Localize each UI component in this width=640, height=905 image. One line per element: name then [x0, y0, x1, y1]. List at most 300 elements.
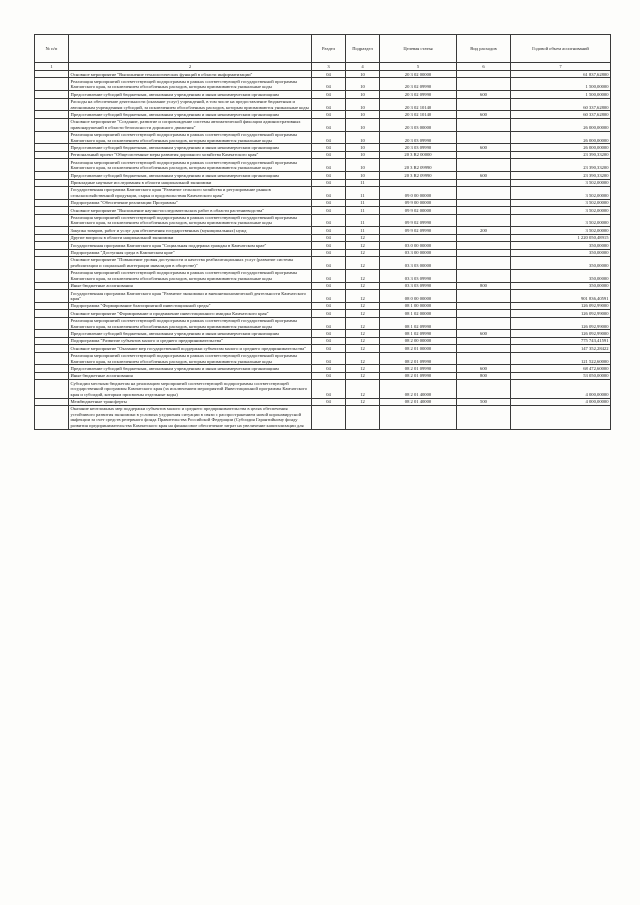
row-expense-type-cell [457, 269, 511, 282]
row-name-cell: Реализация мероприятий соответствующей подпрограммы в рамках соответствующей государственной программы Камчатского края, за исключением обособленных расходов, которым присваиваются уникальные коды [69, 317, 312, 330]
row-section-cell: 04 [312, 118, 346, 131]
row-amount-cell: 350,00000 [511, 282, 611, 289]
row-name-cell: Подпрограмма "Формирование благоприятной инвестиционной среды" [69, 302, 312, 309]
table-row [35, 352, 611, 365]
row-amount-cell: 53 050,00000 [511, 372, 611, 379]
row-subsection-cell: 11 [346, 207, 380, 214]
row-expense-type-cell: 800 [457, 282, 511, 289]
row-expense-type-cell [457, 71, 511, 78]
row-expense-type-cell [457, 186, 511, 199]
column-number: 6 [457, 63, 511, 71]
table-row [35, 199, 611, 206]
table-row [35, 78, 611, 91]
row-subsection-cell: 11 [346, 199, 380, 206]
row-name-cell: Закупка товаров, работ и услуг для обеспечения государственных (муниципальных) нужд [69, 227, 312, 234]
row-section-cell: 04 [312, 186, 346, 199]
row-number-cell [35, 242, 69, 249]
row-amount-cell: 4 000,00000 [511, 380, 611, 398]
row-expense-type-cell [457, 249, 511, 256]
table-row [35, 269, 611, 282]
row-amount-cell: 61 837,62800 [511, 71, 611, 78]
table-row [35, 144, 611, 151]
row-amount-cell: 3 502,00000 [511, 214, 611, 227]
row-section-cell: 04 [312, 302, 346, 309]
row-number-cell [35, 234, 69, 241]
row-amount-cell: 350,00000 [511, 249, 611, 256]
table-row [35, 398, 611, 405]
table-body [35, 71, 611, 430]
table-row [35, 214, 611, 227]
row-target-article-cell: 20 3 03 09990 [380, 144, 457, 151]
column-number: 5 [380, 63, 457, 71]
row-target-article-cell: 20 3 R2 09990 [380, 159, 457, 172]
row-target-article-cell: 08 1 02 09990 [380, 330, 457, 337]
row-target-article-cell: 08 1 00 00000 [380, 302, 457, 309]
row-subsection-cell: 12 [346, 337, 380, 344]
row-number-cell [35, 186, 69, 199]
row-expense-type-cell: 600 [457, 144, 511, 151]
row-name-cell: Основное мероприятие "Выполнение научно-исследовательских работ в области растениеводства" [69, 207, 312, 214]
header-name [69, 35, 312, 63]
row-number-cell [35, 172, 69, 179]
column-number-row [35, 63, 611, 71]
row-number-cell [35, 249, 69, 256]
row-amount-cell: 147 352,28422 [511, 345, 611, 352]
row-section-cell: 04 [312, 352, 346, 365]
row-amount-cell: 60 337,62800 [511, 111, 611, 118]
row-section-cell: 04 [312, 111, 346, 118]
row-section-cell: 04 [312, 242, 346, 249]
row-section-cell: 04 [312, 337, 346, 344]
row-amount-cell: 121 522,60000 [511, 352, 611, 365]
row-target-article-cell: 09 0 00 00000 [380, 186, 457, 199]
table-row [35, 186, 611, 199]
table-row [35, 242, 611, 249]
row-subsection-cell: 12 [346, 269, 380, 282]
row-amount-cell: 3 502,00000 [511, 207, 611, 214]
row-target-article-cell: 08 2 01 09990 [380, 352, 457, 365]
row-expense-type-cell [457, 352, 511, 365]
row-subsection-cell: 12 [346, 380, 380, 398]
row-name-cell: Иные бюджетные ассигнования [69, 282, 312, 289]
row-name-cell: Основное мероприятие "Повышение уровня доступности и качества реабилитационных услуг (развитие системы реабилитации и социальной интеграции инвалидов в обществе)" [69, 256, 312, 269]
row-target-article-cell: 20 3 02 10140 [380, 111, 457, 118]
row-number-cell [35, 380, 69, 398]
row-subsection-cell: 12 [346, 290, 380, 303]
row-amount-cell: 126 092,99000 [511, 330, 611, 337]
header-number: № п/п [35, 35, 69, 63]
table-row [35, 330, 611, 337]
row-amount-cell: 1 500,00000 [511, 78, 611, 91]
table-row [35, 71, 611, 78]
row-target-article-cell: 08 2 01 09990 [380, 372, 457, 379]
row-subsection-cell: 11 [346, 227, 380, 234]
row-name-cell: Предоставление субсидий бюджетным, автономным учреждениям и иным некоммерческим организациям [69, 172, 312, 179]
row-number-cell [35, 78, 69, 91]
row-expense-type-cell [457, 214, 511, 227]
row-target-article-cell: 20 3 02 09990 [380, 78, 457, 91]
row-section-cell: 04 [312, 131, 346, 144]
row-subsection-cell: 11 [346, 214, 380, 227]
row-expense-type-cell [457, 159, 511, 172]
row-name-cell: Подпрограмма "Доступная среда в Камчатском крае" [69, 249, 312, 256]
row-name-cell: Государственная программа Камчатского края "Развитие экономики и внешнеэкономической деятельности Камчатского края" [69, 290, 312, 303]
row-name-cell: Подпрограмма "Обеспечение реализации Программы" [69, 199, 312, 206]
row-target-article-cell: 09 9 00 00000 [380, 199, 457, 206]
table-row [35, 131, 611, 144]
table-row [35, 310, 611, 317]
row-subsection-cell: 12 [346, 256, 380, 269]
row-name-cell: Предоставление субсидий бюджетным, автономным учреждениям и иным некоммерческим организациям [69, 330, 312, 337]
row-name-cell: Реализация мероприятий соответствующей подпрограммы в рамках соответствующей государственной программы Камчатского края, за исключением обособленных расходов, которым присваиваются уникальные коды [69, 78, 312, 91]
row-section-cell: 04 [312, 365, 346, 372]
row-name-cell: Предоставление субсидий бюджетным, автономным учреждениям и иным некоммерческим организациям [69, 365, 312, 372]
row-section-cell: 04 [312, 151, 346, 158]
row-expense-type-cell [457, 98, 511, 111]
row-amount-cell: 3 502,00000 [511, 227, 611, 234]
row-expense-type-cell: 200 [457, 227, 511, 234]
row-section-cell: 04 [312, 282, 346, 289]
row-target-article-cell [380, 179, 457, 186]
row-name-cell: Подпрограмма "Развитие субъектов малого и среднего предпринимательства" [69, 337, 312, 344]
row-expense-type-cell [457, 345, 511, 352]
row-section-cell: 04 [312, 380, 346, 398]
row-number-cell [35, 256, 69, 269]
row-amount-cell: 23 390,33200 [511, 172, 611, 179]
row-number-cell [35, 310, 69, 317]
row-amount-cell: 60 337,62800 [511, 98, 611, 111]
row-expense-type-cell [457, 380, 511, 398]
row-name-cell: Предоставление субсидий бюджетным, автономным учреждениям и иным некоммерческим организациям [69, 144, 312, 151]
row-number-cell [35, 151, 69, 158]
row-section-cell: 04 [312, 159, 346, 172]
row-target-article-cell: 08 2 01 00000 [380, 345, 457, 352]
row-number-cell [35, 290, 69, 303]
row-amount-cell: 901 836,40591 [511, 290, 611, 303]
row-section-cell [312, 405, 346, 429]
row-number-cell [35, 302, 69, 309]
table-row [35, 249, 611, 256]
row-target-article-cell: 03 3 03 00000 [380, 256, 457, 269]
row-section-cell: 04 [312, 179, 346, 186]
row-expense-type-cell [457, 242, 511, 249]
row-number-cell [35, 159, 69, 172]
row-expense-type-cell: 600 [457, 365, 511, 372]
row-subsection-cell: 10 [346, 131, 380, 144]
row-number-cell [35, 199, 69, 206]
row-name-cell: Реализация мероприятий соответствующей подпрограммы в рамках соответствующей государственной программы Камчатского края, за исключением обособленных расходов, которым присваиваются уникальные коды [69, 159, 312, 172]
row-number-cell [35, 144, 69, 151]
row-section-cell: 04 [312, 214, 346, 227]
row-subsection-cell: 11 [346, 179, 380, 186]
row-expense-type-cell [457, 256, 511, 269]
table-row [35, 282, 611, 289]
row-name-cell: Государственная программа Камчатского края "Социальная поддержка граждан в Камчатском крае" [69, 242, 312, 249]
row-number-cell [35, 98, 69, 111]
table-row [35, 172, 611, 179]
table-row [35, 372, 611, 379]
row-section-cell: 04 [312, 172, 346, 179]
row-subsection-cell: 10 [346, 111, 380, 118]
row-expense-type-cell [457, 234, 511, 241]
row-amount-cell: 3 502,00000 [511, 179, 611, 186]
row-expense-type-cell: 500 [457, 398, 511, 405]
row-expense-type-cell: 600 [457, 330, 511, 337]
row-target-article-cell: 20 3 R2 09990 [380, 172, 457, 179]
row-amount-cell: 3 502,00000 [511, 199, 611, 206]
table-row [35, 118, 611, 131]
row-subsection-cell: 12 [346, 345, 380, 352]
row-expense-type-cell [457, 199, 511, 206]
budget-allocation-table [34, 34, 611, 430]
row-target-article-cell: 08 2 01 09990 [380, 365, 457, 372]
row-number-cell [35, 337, 69, 344]
table-row [35, 345, 611, 352]
header-section: Раздел [312, 35, 346, 63]
row-target-article-cell: 03 3 03 09990 [380, 269, 457, 282]
row-number-cell [35, 345, 69, 352]
row-expense-type-cell [457, 207, 511, 214]
row-amount-cell: 126 092,99000 [511, 317, 611, 330]
row-expense-type-cell: 600 [457, 172, 511, 179]
row-expense-type-cell [457, 179, 511, 186]
row-name-cell: Другие вопросы в области национальной экономики [69, 234, 312, 241]
row-name-cell: Реализация мероприятий соответствующей подпрограммы в рамках соответствующей государственной программы Камчатского края, за исключением обособленных расходов, которым присваиваются уникальные коды [69, 214, 312, 227]
row-amount-cell: 350,00000 [511, 269, 611, 282]
row-amount-cell: 350,00000 [511, 242, 611, 249]
row-number-cell [35, 207, 69, 214]
row-amount-cell: 4 000,00000 [511, 398, 611, 405]
row-amount-cell: 26 000,00000 [511, 131, 611, 144]
row-section-cell: 04 [312, 227, 346, 234]
row-expense-type-cell [457, 131, 511, 144]
table-row [35, 227, 611, 234]
row-number-cell [35, 398, 69, 405]
row-target-article-cell: 20 3 03 00000 [380, 118, 457, 131]
column-number: 7 [511, 63, 611, 71]
row-subsection-cell: 12 [346, 352, 380, 365]
table-row [35, 337, 611, 344]
row-subsection-cell [346, 405, 380, 429]
table-row [35, 159, 611, 172]
row-subsection-cell: 12 [346, 365, 380, 372]
row-target-article-cell: 20 3 03 09990 [380, 131, 457, 144]
row-name-cell: Реализация мероприятий соответствующей подпрограммы в рамках соответствующей государственной программы Камчатского края, за исключением обособленных расходов, которым присваиваются уникальные коды [69, 269, 312, 282]
row-number-cell [35, 91, 69, 98]
row-amount-cell: 3 502,00000 [511, 186, 611, 199]
row-number-cell [35, 131, 69, 144]
row-target-article-cell: 09 9 02 09990 [380, 214, 457, 227]
table-header [35, 35, 611, 71]
row-section-cell: 04 [312, 249, 346, 256]
row-target-article-cell: 20 3 02 09990 [380, 91, 457, 98]
column-number: 3 [312, 63, 346, 71]
column-number: 2 [69, 63, 312, 71]
row-subsection-cell: 10 [346, 151, 380, 158]
row-name-cell: Предоставление субсидий бюджетным, автономным учреждениям и иным некоммерческим организациям [69, 111, 312, 118]
row-target-article-cell [380, 234, 457, 241]
row-name-cell: Расходы на обеспечение деятельности (оказание услуг) учреждений, в том числе на предоставление бюджетным и автономным учреждениям субсидий, за исключением обособленных расходов, которым присваиваются уникальные коды [69, 98, 312, 111]
row-amount-cell: 775 743,41591 [511, 337, 611, 344]
row-section-cell: 04 [312, 78, 346, 91]
row-name-cell: Межбюджетные трансферты [69, 398, 312, 405]
table-row [35, 91, 611, 98]
row-name-cell: Реализация мероприятий соответствующей подпрограммы в рамках соответствующей государственной программы Камчатского края, за исключением обособленных расходов, которым присваиваются уникальные коды [69, 352, 312, 365]
row-subsection-cell: 12 [346, 242, 380, 249]
row-subsection-cell: 10 [346, 98, 380, 111]
table-row [35, 98, 611, 111]
header-subsection: Подраздел [346, 35, 380, 63]
row-section-cell: 04 [312, 330, 346, 337]
row-section-cell: 04 [312, 207, 346, 214]
row-number-cell [35, 269, 69, 282]
row-number-cell [35, 227, 69, 234]
row-target-article-cell: 08 1 02 00000 [380, 310, 457, 317]
row-number-cell [35, 282, 69, 289]
table-row [35, 179, 611, 186]
row-expense-type-cell [457, 302, 511, 309]
row-target-article-cell: 20 3 02 00000 [380, 71, 457, 78]
row-subsection-cell: 12 [346, 372, 380, 379]
row-expense-type-cell [457, 290, 511, 303]
row-section-cell: 04 [312, 345, 346, 352]
row-target-article-cell: 08 1 02 09990 [380, 317, 457, 330]
row-section-cell: 04 [312, 98, 346, 111]
table-row [35, 365, 611, 372]
row-section-cell: 04 [312, 234, 346, 241]
row-amount-cell: 26 000,00000 [511, 118, 611, 131]
row-section-cell: 04 [312, 269, 346, 282]
row-target-article-cell: 20 3 R2 00000 [380, 151, 457, 158]
row-section-cell: 04 [312, 91, 346, 98]
table-row [35, 207, 611, 214]
row-number-cell [35, 71, 69, 78]
row-subsection-cell: 10 [346, 144, 380, 151]
row-target-article-cell: 03 0 00 00000 [380, 242, 457, 249]
table-row [35, 290, 611, 303]
row-name-cell: Основное мероприятие "Формирование и продвижение инвестиционного имиджа Камчатского края" [69, 310, 312, 317]
header-annual-amount: Годовой объем ассигнований [511, 35, 611, 63]
row-name-cell: Основное мероприятие "Выполнение технологических функций в области информатизации" [69, 71, 312, 78]
row-expense-type-cell [457, 78, 511, 91]
table-row [35, 405, 611, 429]
row-amount-cell: 23 390,33200 [511, 159, 611, 172]
row-expense-type-cell: 600 [457, 91, 511, 98]
row-expense-type-cell [457, 151, 511, 158]
row-name-cell: Реализация мероприятий соответствующей подпрограммы в рамках соответствующей государственной программы Камчатского края, за исключением обособленных расходов, которым присваиваются уникальные коды [69, 131, 312, 144]
row-subsection-cell: 12 [346, 234, 380, 241]
row-subsection-cell: 10 [346, 71, 380, 78]
row-amount-cell: 126 092,99000 [511, 310, 611, 317]
row-subsection-cell: 10 [346, 172, 380, 179]
table-row [35, 151, 611, 158]
row-target-article-cell: 09 9 02 00000 [380, 207, 457, 214]
row-amount-cell: 350,00000 [511, 256, 611, 269]
row-number-cell [35, 330, 69, 337]
row-expense-type-cell [457, 317, 511, 330]
row-name-cell: Государственная программа Камчатского края "Развитие сельского хозяйства и регулирование рынков сельскохозяйственной продукции, сырья и продовольствия Камчатского края" [69, 186, 312, 199]
row-target-article-cell: 03 3 03 09990 [380, 282, 457, 289]
row-name-cell: Основное мероприятие "Оказание мер государственной поддержки субъектам малого и среднего предпринимательства" [69, 345, 312, 352]
row-number-cell [35, 317, 69, 330]
row-name-cell: Основное мероприятие "Создание, развитие и сопровождение системы автоматической фиксации административных правонарушений в области безопасности дорожного движения" [69, 118, 312, 131]
row-subsection-cell: 10 [346, 78, 380, 91]
row-amount-cell [511, 405, 611, 429]
table-row [35, 234, 611, 241]
row-number-cell [35, 111, 69, 118]
row-subsection-cell: 10 [346, 159, 380, 172]
row-subsection-cell: 12 [346, 330, 380, 337]
row-number-cell [35, 372, 69, 379]
row-name-cell: Субсидии местным бюджетам на реализацию мероприятий соответствующей подпрограммы соответствующей государственной программы Камчатского края (за исключением мероприятий Инвестиционной программы Камчатского края и субсидий, которым присвоены отдельные коды) [69, 380, 312, 398]
row-target-article-cell: 20 3 02 10140 [380, 98, 457, 111]
row-target-article-cell: 03 3 00 00000 [380, 249, 457, 256]
row-expense-type-cell [457, 118, 511, 131]
row-number-cell [35, 214, 69, 227]
row-section-cell: 04 [312, 290, 346, 303]
table-row [35, 111, 611, 118]
row-number-cell [35, 405, 69, 429]
row-amount-cell: 23 390,33200 [511, 151, 611, 158]
row-name-cell: Предоставление субсидий бюджетным, автономным учреждениям и иным некоммерческим организациям [69, 91, 312, 98]
header-row [35, 35, 611, 63]
row-amount-cell: 1 220 050,48915 [511, 234, 611, 241]
row-expense-type-cell: 600 [457, 111, 511, 118]
header-target-article: Целевая статья [380, 35, 457, 63]
row-section-cell: 04 [312, 372, 346, 379]
row-subsection-cell: 12 [346, 310, 380, 317]
header-expense-type: Вид расходов [457, 35, 511, 63]
row-amount-cell: 68 472,60000 [511, 365, 611, 372]
row-target-article-cell: 08 0 00 00000 [380, 290, 457, 303]
table-row [35, 380, 611, 398]
row-name-cell: Иные бюджетные ассигнования [69, 372, 312, 379]
row-expense-type-cell [457, 337, 511, 344]
row-subsection-cell: 12 [346, 249, 380, 256]
row-section-cell: 04 [312, 398, 346, 405]
row-name-cell: Оказание неотложных мер поддержки субъектов малого и среднего предпринимательства в целях обеспечения устойчивого развития экономики в условиях ухудшения ситуации в связи с распространением новой коронавирусной инфекции за счет средств резервного фонда Правительства Российской Федерации (Субсидия Гарантийному фонду развития предпринимательства Камчатского края на финансовое обеспечение затрат на увеличение капитализации для [69, 405, 312, 429]
row-expense-type-cell: 800 [457, 372, 511, 379]
row-subsection-cell: 12 [346, 282, 380, 289]
row-section-cell: 04 [312, 199, 346, 206]
row-subsection-cell: 11 [346, 186, 380, 199]
row-amount-cell: 26 000,00000 [511, 144, 611, 151]
row-expense-type-cell [457, 405, 511, 429]
row-target-article-cell: 08 2 01 40000 [380, 398, 457, 405]
row-name-cell: Региональный проект "Общесистемные меры развития дорожного хозяйства Камчатского края" [69, 151, 312, 158]
table-row [35, 317, 611, 330]
row-subsection-cell: 12 [346, 302, 380, 309]
row-target-article-cell: 08 2 00 00000 [380, 337, 457, 344]
column-number: 4 [346, 63, 380, 71]
row-name-cell: Прикладные научные исследования в области национальной экономики [69, 179, 312, 186]
table-row [35, 256, 611, 269]
row-number-cell [35, 352, 69, 365]
row-number-cell [35, 118, 69, 131]
row-subsection-cell: 12 [346, 398, 380, 405]
table-row [35, 302, 611, 309]
row-subsection-cell: 10 [346, 118, 380, 131]
row-subsection-cell: 10 [346, 91, 380, 98]
row-target-article-cell: 08 2 01 40000 [380, 380, 457, 398]
row-amount-cell: 1 500,00000 [511, 91, 611, 98]
row-expense-type-cell [457, 310, 511, 317]
row-amount-cell: 126 092,99000 [511, 302, 611, 309]
row-target-article-cell [380, 405, 457, 429]
row-section-cell: 04 [312, 144, 346, 151]
row-target-article-cell: 09 9 02 09990 [380, 227, 457, 234]
column-number: 1 [35, 63, 69, 71]
